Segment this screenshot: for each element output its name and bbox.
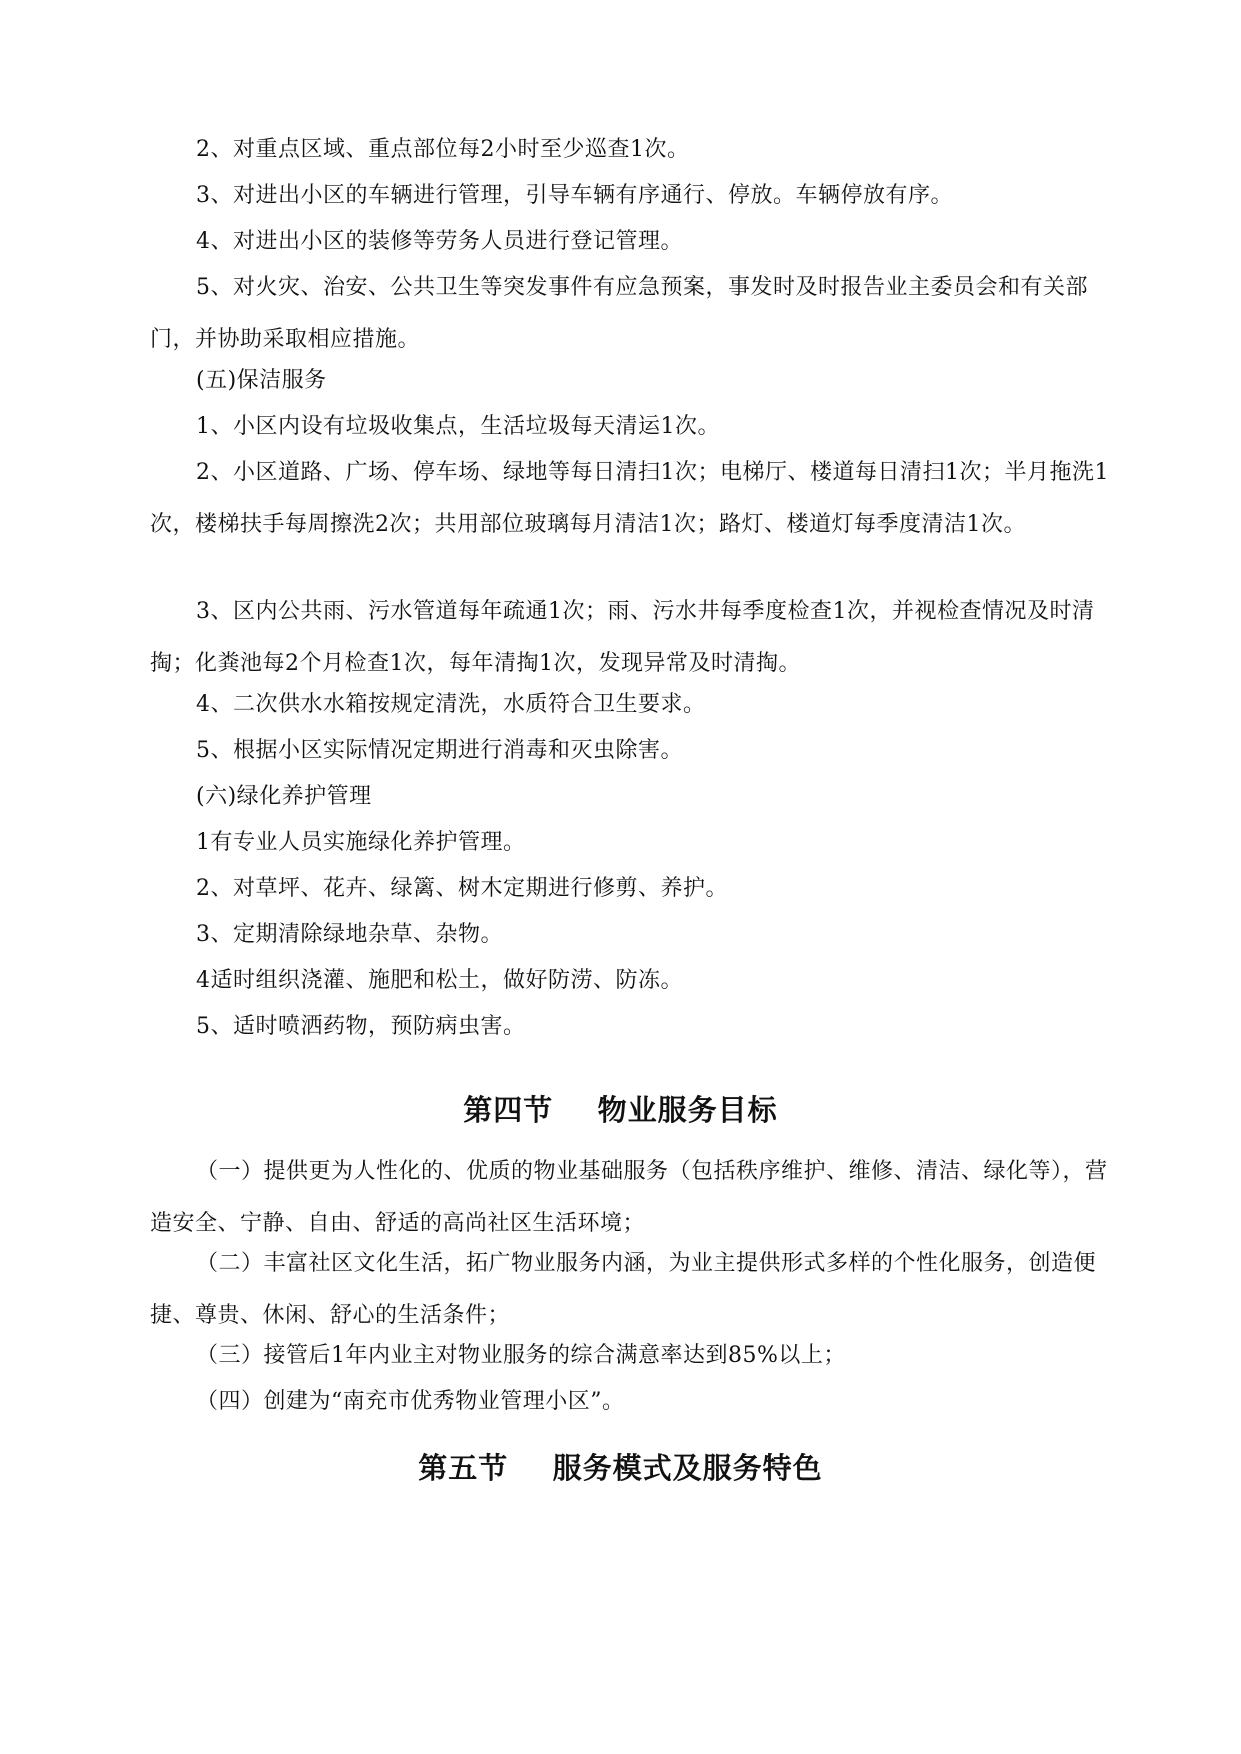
- paragraph-water-tank: 4、二次供水水箱按规定清洗，水质符合卫生要求。: [196, 692, 706, 717]
- goal-1: （一）提供更为人性化的、优质的物业基础服务（包括秩序维护、维修、清洁、绿化等），营造安全、宁静、自由、舒适的高尚社区生活环境；: [150, 1159, 1108, 1236]
- paragraph-irrigation: 4适时组织浇灌、施肥和松土，做好防涝、防冻。: [196, 968, 683, 993]
- subheading-cleaning: (五)保洁服务: [196, 368, 327, 393]
- paragraph-pest-control: 5、适时喷洒药物，预防病虫害。: [196, 1014, 526, 1039]
- section4-title: 第四节 物业服务目标: [463, 1093, 778, 1127]
- paragraph-pruning: 2、对草坪、花卉、绿篱、树木定期进行修剪、养护。: [196, 876, 728, 901]
- paragraph-workers: 4、对进出小区的装修等劳务人员进行登记管理。: [196, 229, 683, 254]
- paragraph-disinfection: 5、根据小区实际情况定期进行消毒和灭虫除害。: [196, 738, 683, 763]
- section5-title: 第五节 服务模式及服务特色: [418, 1451, 823, 1485]
- paragraph-emergency: 5、对火灾、治安、公共卫生等突发事件有应急预案，事发时及时报告业主委员会和有关部门，并协助采取相应措施。: [150, 275, 1089, 352]
- goal-3: （三）接管后1年内业主对物业服务的综合满意率达到85%以上；: [196, 1343, 846, 1368]
- paragraph-vehicles: 3、对进出小区的车辆进行管理，引导车辆有序通行、停放。车辆停放有序。: [196, 183, 953, 208]
- paragraph-green-staff: 1有专业人员实施绿化养护管理。: [196, 830, 526, 855]
- paragraph-cleaning-schedule: 2、小区道路、广场、停车场、绿地等每日清扫1次；电梯厅、楼道每日清扫1次；半月拖洗1次，楼梯扶手每周擦洗2次；共用部位玻璃每月清洁1次；路灯、楼道灯每季度清洁1次。: [150, 460, 1109, 537]
- paragraph-garbage: 1、小区内设有垃圾收集点，生活垃圾每天清运1次。: [196, 414, 720, 439]
- paragraph-drainage: 3、区内公共雨、污水管道每年疏通1次；雨、污水井每季度检查1次，并视检查情况及时清掏；化粪池每2个月检查1次，每年清掏1次，发现异常及时清掏。: [150, 599, 1095, 676]
- paragraph-weeding: 3、定期清除绿地杂草、杂物。: [196, 922, 503, 947]
- goal-4: （四）创建为“南充市优秀物业管理小区”。: [196, 1389, 625, 1414]
- paragraph-patrol: 2、对重点区域、重点部位每2小时至少巡查1次。: [196, 137, 690, 162]
- subheading-greening: (六)绿化养护管理: [196, 784, 372, 809]
- goal-2: （二）丰富社区文化生活，拓广物业服务内涵，为业主提供形式多样的个性化服务，创造便捷、尊贵、休闲、舒心的生活条件；: [150, 1251, 1097, 1328]
